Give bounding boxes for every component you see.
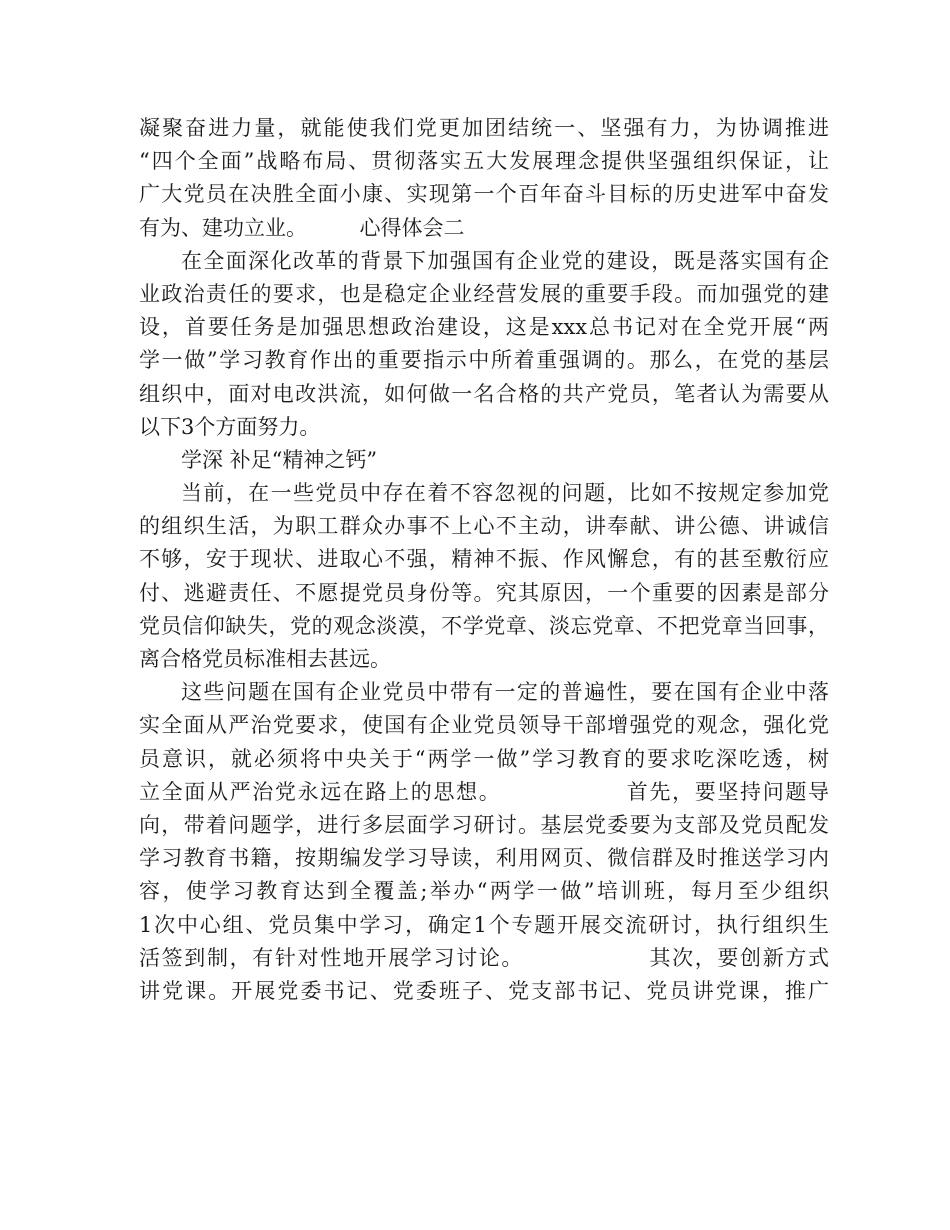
text-line: 业政治责任的要求，也是稳定企业经营发展的重要手段。而加强党的建 <box>139 281 829 306</box>
text-line: 讲党课。开展党委书记、党委班子、党支部书记、党员讲党课，推广 <box>139 978 829 1003</box>
text-line: 实全面从严治党要求，使国有企业党员领导干部增强党的观念，强化党 <box>139 713 829 738</box>
text-line: 党员信仰缺失，党的观念淡漠，不学党章、淡忘党章、不把党章当回事， <box>139 613 829 638</box>
text-line: 员意识，就必须将中央关于“两学一做”学习教育的要求吃深吃透，树 <box>139 746 829 771</box>
text-line: 离合格党员标准相去甚远。 <box>139 647 391 671</box>
text-line: 向，带着问题学，进行多层面学习研讨。基层党委要为支部及党员配发 <box>139 812 829 837</box>
text-line: 学习教育书籍，按期编发学习导读，利用网页、微信群及时推送学习内 <box>139 846 829 871</box>
text-line: 组织中，面对电改洪流，如何做一名合格的共产党员，笔者认为需要从 <box>139 381 829 406</box>
text-line: 容，使学习教育达到全覆盖;举办“两学一做”培训班，每月至少组织 <box>139 879 829 904</box>
text-line: “四个全面”战略布局、贯彻落实五大发展理念提供坚强组织保证，让 <box>139 149 829 174</box>
text-line: 广大党员在决胜全面小康、实现第一个百年奋斗目标的历史进军中奋发 <box>139 182 829 207</box>
text-line: 学一做”学习教育作出的重要指示中所着重强调的。那么，在党的基层 <box>139 348 829 373</box>
text-line: 不够，安于现状、进取心不强，精神不振、作风懈怠，有的甚至敷衍应 <box>139 547 829 572</box>
text-line: 这些问题在国有企业党员中带有一定的普遍性，要在国有企业中落 <box>181 680 829 705</box>
text-line: 付、逃避责任、不愿提党员身份等。究其原因，一个重要的因素是部分 <box>139 580 829 605</box>
text-line: 立全面从严治党永远在路上的思想。 首先，要坚持问题导 <box>139 779 829 804</box>
text-line: 在全面深化改革的背景下加强国有企业党的建设，既是落实国有企 <box>181 248 829 273</box>
body-text <box>139 112 829 1008</box>
section-heading: 学深 补足“精神之钙” <box>181 447 378 472</box>
text-line: 有为、建功立业。 心得体会二 <box>139 215 465 240</box>
text-line: 当前，在一些党员中存在着不容忽视的问题，比如不按规定参加党 <box>181 481 829 506</box>
text-line: 活签到制，有针对性地开展学习讨论。 其次，要创新方式 <box>139 945 829 970</box>
text-line: 凝聚奋进力量，就能使我们党更加团结统一、坚强有力，为协调推进 <box>139 116 829 140</box>
text-line: 以下3个方面努力。 <box>139 414 321 439</box>
text-line: 的组织生活，为职工群众办事不上心不主动，讲奉献、讲公德、讲诚信 <box>139 514 829 539</box>
text-line: 1次中心组、党员集中学习，确定1个专题开展交流研讨，执行组织生 <box>139 912 829 937</box>
text-line: 设，首要任务是加强思想政治建设，这是xxx总书记对在全党开展“两 <box>139 315 829 340</box>
